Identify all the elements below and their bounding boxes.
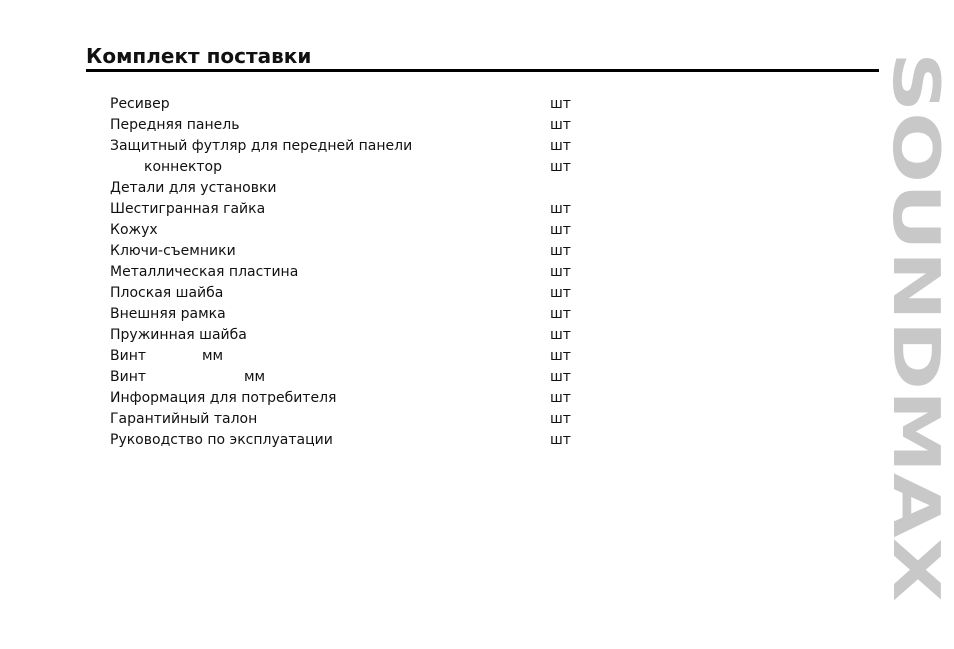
item-name: Пружинная шайба: [110, 327, 247, 343]
item-unit: шт: [550, 159, 571, 175]
item-name: Руководство по эксплуатации: [110, 432, 333, 448]
item-unit: шт: [550, 306, 571, 322]
item-name: Кожух: [110, 222, 158, 238]
item-unit: шт: [550, 285, 571, 301]
item-name: коннектор: [144, 159, 223, 175]
list-item: [110, 430, 630, 451]
title-underline: [86, 69, 879, 72]
item-name: Передняя панель: [110, 117, 240, 133]
list-item: [110, 367, 630, 388]
item-unit: шт: [550, 138, 571, 154]
list-item: [110, 241, 630, 262]
item-unit: шт: [550, 222, 571, 238]
contents-list: [110, 94, 630, 451]
brand-logo: [878, 52, 952, 604]
item-name: Гарантийный талон: [110, 411, 258, 427]
item-name: Защитный футляр для передней панели: [110, 138, 413, 154]
item-unit: шт: [550, 96, 571, 112]
item-unit: шт: [550, 390, 571, 406]
item-name: Информация для потребителя: [110, 390, 337, 406]
list-item: [110, 388, 630, 409]
item-unit: шт: [550, 201, 571, 217]
item-name: Внешняя рамка: [110, 306, 226, 322]
item-size-unit: мм: [202, 348, 224, 364]
item-name: Ресивер: [110, 96, 170, 112]
page-title: Комплект поставки: [86, 44, 312, 68]
list-item: [110, 94, 630, 115]
item-name: Винт: [110, 348, 147, 364]
item-name: Винт: [110, 369, 147, 385]
item-name: Ключи-съемники: [110, 243, 236, 259]
list-item: [110, 346, 630, 367]
item-unit: шт: [550, 432, 571, 448]
list-item: [110, 220, 630, 241]
item-size-unit: мм: [244, 369, 266, 385]
list-item: [110, 304, 630, 325]
brand-logo-text: SOUNDMAX: [878, 52, 952, 474]
list-item: [110, 136, 630, 157]
item-unit: шт: [550, 411, 571, 427]
item-unit: шт: [550, 369, 571, 385]
list-item: [110, 283, 630, 304]
item-unit: шт: [550, 327, 571, 343]
item-unit: шт: [550, 348, 571, 364]
item-unit: шт: [550, 117, 571, 133]
list-item: [110, 157, 630, 178]
list-item: [110, 115, 630, 136]
item-name: Детали для установки: [110, 180, 277, 196]
item-name: Плоская шайба: [110, 285, 224, 301]
list-item: [110, 199, 630, 220]
item-unit: шт: [550, 264, 571, 280]
list-item-group-header: [110, 178, 630, 199]
item-name: Металлическая пластина: [110, 264, 299, 280]
list-item: [110, 325, 630, 346]
list-item: [110, 262, 630, 283]
list-item: [110, 409, 630, 430]
item-unit: шт: [550, 243, 571, 259]
item-name: Шестигранная гайка: [110, 201, 266, 217]
